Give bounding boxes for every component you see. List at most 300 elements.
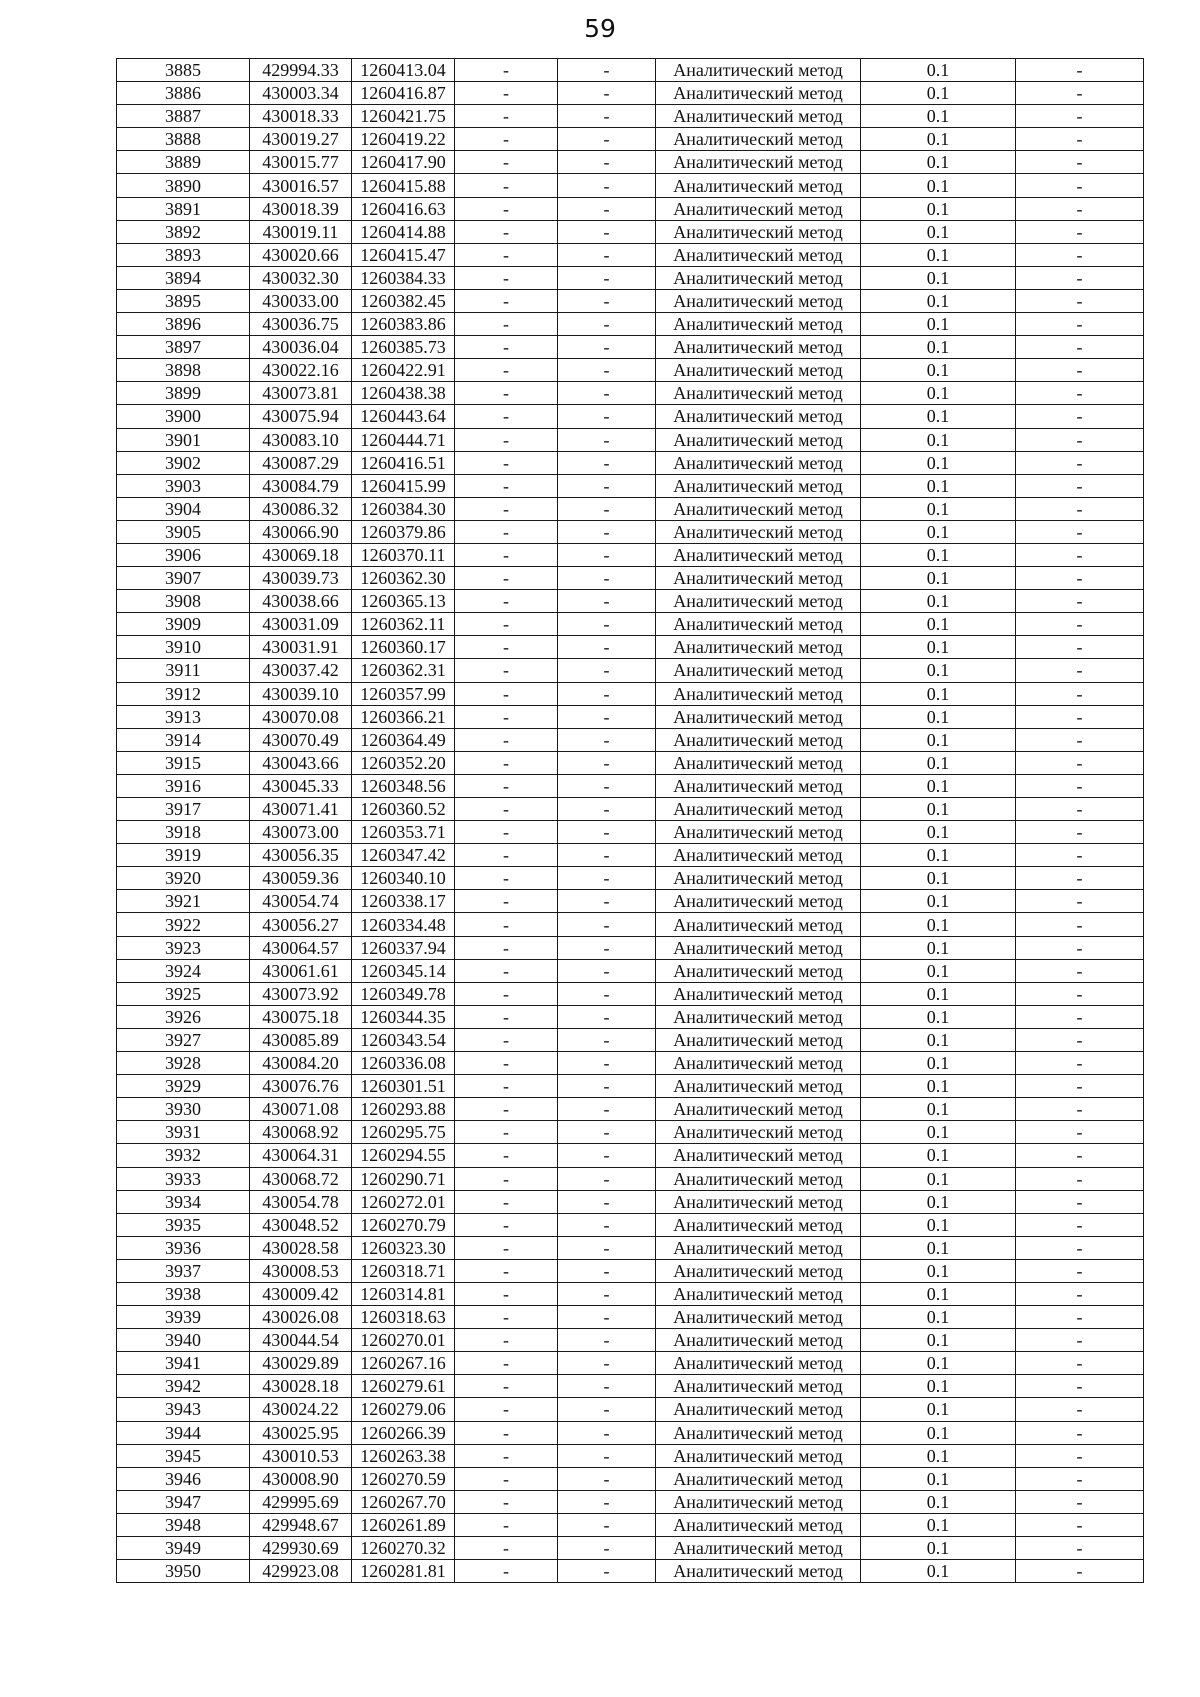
method-cell: Аналитический метод [656,798,861,821]
empty-cell-2: - [558,289,656,312]
empty-cell-2: - [558,243,656,266]
method-cell: Аналитический метод [656,1375,861,1398]
point-number-cell: 3933 [117,1167,250,1190]
empty-cell-3: - [1016,982,1144,1005]
x-coordinate-cell: 430016.57 [250,174,352,197]
empty-cell-3: - [1016,1513,1144,1536]
point-number-cell: 3945 [117,1444,250,1467]
y-coordinate-cell: 1260290.71 [352,1167,455,1190]
accuracy-cell: 0.1 [861,590,1016,613]
empty-cell-1: - [455,913,558,936]
x-coordinate-cell: 430084.20 [250,1052,352,1075]
table-body [117,59,1144,1583]
empty-cell-1: - [455,1421,558,1444]
method-cell: Аналитический метод [656,336,861,359]
x-coordinate-cell: 430056.35 [250,844,352,867]
point-number-cell: 3947 [117,1490,250,1513]
empty-cell-1: - [455,474,558,497]
table-row [117,567,1144,590]
empty-cell-2: - [558,266,656,289]
empty-cell-3: - [1016,451,1144,474]
method-cell: Аналитический метод [656,913,861,936]
method-cell: Аналитический метод [656,1005,861,1028]
empty-cell-1: - [455,682,558,705]
x-coordinate-cell: 430008.90 [250,1467,352,1490]
empty-cell-1: - [455,1259,558,1282]
y-coordinate-cell: 1260352.20 [352,751,455,774]
empty-cell-2: - [558,682,656,705]
y-coordinate-cell: 1260362.30 [352,567,455,590]
empty-cell-3: - [1016,821,1144,844]
method-cell: Аналитический метод [656,1144,861,1167]
table-row [117,243,1144,266]
point-number-cell: 3904 [117,497,250,520]
point-number-cell: 3916 [117,774,250,797]
table-row [117,59,1144,82]
point-number-cell: 3920 [117,867,250,890]
point-number-cell: 3935 [117,1213,250,1236]
empty-cell-2: - [558,1236,656,1259]
table-row [117,844,1144,867]
table-row [117,128,1144,151]
empty-cell-1: - [455,405,558,428]
method-cell: Аналитический метод [656,1213,861,1236]
y-coordinate-cell: 1260415.47 [352,243,455,266]
method-cell: Аналитический метод [656,636,861,659]
empty-cell-2: - [558,313,656,336]
empty-cell-3: - [1016,1190,1144,1213]
table-row [117,1513,1144,1536]
x-coordinate-cell: 430048.52 [250,1213,352,1236]
method-cell: Аналитический метод [656,1190,861,1213]
x-coordinate-cell: 430054.74 [250,890,352,913]
table-row [117,590,1144,613]
accuracy-cell: 0.1 [861,844,1016,867]
empty-cell-2: - [558,1028,656,1051]
empty-cell-2: - [558,1329,656,1352]
empty-cell-2: - [558,867,656,890]
x-coordinate-cell: 430033.00 [250,289,352,312]
method-cell: Аналитический метод [656,1560,861,1583]
empty-cell-2: - [558,359,656,382]
y-coordinate-cell: 1260349.78 [352,982,455,1005]
empty-cell-2: - [558,1560,656,1583]
accuracy-cell: 0.1 [861,1444,1016,1467]
point-number-cell: 3900 [117,405,250,428]
empty-cell-2: - [558,1467,656,1490]
x-coordinate-cell: 430054.78 [250,1190,352,1213]
y-coordinate-cell: 1260338.17 [352,890,455,913]
accuracy-cell: 0.1 [861,1282,1016,1305]
y-coordinate-cell: 1260384.33 [352,266,455,289]
accuracy-cell: 0.1 [861,174,1016,197]
y-coordinate-cell: 1260323.30 [352,1236,455,1259]
empty-cell-1: - [455,520,558,543]
empty-cell-3: - [1016,705,1144,728]
empty-cell-3: - [1016,1213,1144,1236]
table-row [117,289,1144,312]
x-coordinate-cell: 430084.79 [250,474,352,497]
empty-cell-3: - [1016,913,1144,936]
x-coordinate-cell: 430038.66 [250,590,352,613]
method-cell: Аналитический метод [656,174,861,197]
empty-cell-1: - [455,1490,558,1513]
table-row [117,1306,1144,1329]
empty-cell-2: - [558,1098,656,1121]
empty-cell-1: - [455,451,558,474]
empty-cell-2: - [558,128,656,151]
y-coordinate-cell: 1260294.55 [352,1144,455,1167]
table-row [117,497,1144,520]
empty-cell-2: - [558,1282,656,1305]
empty-cell-2: - [558,1306,656,1329]
y-coordinate-cell: 1260370.11 [352,543,455,566]
y-coordinate-cell: 1260314.81 [352,1282,455,1305]
accuracy-cell: 0.1 [861,451,1016,474]
x-coordinate-cell: 429995.69 [250,1490,352,1513]
x-coordinate-cell: 430083.10 [250,428,352,451]
y-coordinate-cell: 1260357.99 [352,682,455,705]
empty-cell-3: - [1016,59,1144,82]
x-coordinate-cell: 430003.34 [250,82,352,105]
point-number-cell: 3915 [117,751,250,774]
method-cell: Аналитический метод [656,1259,861,1282]
method-cell: Аналитический метод [656,59,861,82]
table-row [117,1560,1144,1583]
empty-cell-2: - [558,1421,656,1444]
y-coordinate-cell: 1260443.64 [352,405,455,428]
x-coordinate-cell: 429923.08 [250,1560,352,1583]
empty-cell-1: - [455,1352,558,1375]
table-row [117,636,1144,659]
accuracy-cell: 0.1 [861,728,1016,751]
point-number-cell: 3902 [117,451,250,474]
x-coordinate-cell: 430019.27 [250,128,352,151]
empty-cell-2: - [558,451,656,474]
method-cell: Аналитический метод [656,1444,861,1467]
method-cell: Аналитический метод [656,220,861,243]
accuracy-cell: 0.1 [861,1075,1016,1098]
point-number-cell: 3914 [117,728,250,751]
empty-cell-2: - [558,1444,656,1467]
x-coordinate-cell: 430068.72 [250,1167,352,1190]
empty-cell-3: - [1016,890,1144,913]
y-coordinate-cell: 1260295.75 [352,1121,455,1144]
table-row [117,1005,1144,1028]
empty-cell-3: - [1016,1375,1144,1398]
method-cell: Аналитический метод [656,1467,861,1490]
method-cell: Аналитический метод [656,197,861,220]
accuracy-cell: 0.1 [861,1213,1016,1236]
empty-cell-3: - [1016,336,1144,359]
empty-cell-1: - [455,105,558,128]
y-coordinate-cell: 1260362.31 [352,659,455,682]
accuracy-cell: 0.1 [861,567,1016,590]
x-coordinate-cell: 430087.29 [250,451,352,474]
empty-cell-2: - [558,959,656,982]
empty-cell-1: - [455,497,558,520]
y-coordinate-cell: 1260263.38 [352,1444,455,1467]
empty-cell-1: - [455,890,558,913]
empty-cell-3: - [1016,543,1144,566]
accuracy-cell: 0.1 [861,913,1016,936]
method-cell: Аналитический метод [656,844,861,867]
table-row [117,313,1144,336]
y-coordinate-cell: 1260261.89 [352,1513,455,1536]
x-coordinate-cell: 430039.10 [250,682,352,705]
method-cell: Аналитический метод [656,1075,861,1098]
accuracy-cell: 0.1 [861,474,1016,497]
empty-cell-2: - [558,220,656,243]
accuracy-cell: 0.1 [861,428,1016,451]
table-row [117,151,1144,174]
point-number-cell: 3901 [117,428,250,451]
empty-cell-3: - [1016,243,1144,266]
table-row [117,1537,1144,1560]
y-coordinate-cell: 1260340.10 [352,867,455,890]
empty-cell-3: - [1016,1121,1144,1144]
x-coordinate-cell: 430075.18 [250,1005,352,1028]
accuracy-cell: 0.1 [861,59,1016,82]
point-number-cell: 3946 [117,1467,250,1490]
empty-cell-1: - [455,174,558,197]
point-number-cell: 3919 [117,844,250,867]
method-cell: Аналитический метод [656,1236,861,1259]
y-coordinate-cell: 1260279.61 [352,1375,455,1398]
y-coordinate-cell: 1260279.06 [352,1398,455,1421]
empty-cell-3: - [1016,1398,1144,1421]
point-number-cell: 3929 [117,1075,250,1098]
table-row [117,1098,1144,1121]
method-cell: Аналитический метод [656,243,861,266]
point-number-cell: 3885 [117,59,250,82]
method-cell: Аналитический метод [656,867,861,890]
y-coordinate-cell: 1260366.21 [352,705,455,728]
point-number-cell: 3948 [117,1513,250,1536]
empty-cell-2: - [558,1005,656,1028]
x-coordinate-cell: 430020.66 [250,243,352,266]
table-row [117,798,1144,821]
accuracy-cell: 0.1 [861,1190,1016,1213]
table-row [117,1444,1144,1467]
accuracy-cell: 0.1 [861,821,1016,844]
table-row [117,1259,1144,1282]
empty-cell-3: - [1016,82,1144,105]
y-coordinate-cell: 1260318.63 [352,1306,455,1329]
point-number-cell: 3950 [117,1560,250,1583]
table-row [117,613,1144,636]
empty-cell-1: - [455,197,558,220]
table-row [117,1028,1144,1051]
table-row [117,821,1144,844]
empty-cell-1: - [455,751,558,774]
empty-cell-1: - [455,1375,558,1398]
empty-cell-1: - [455,1167,558,1190]
accuracy-cell: 0.1 [861,751,1016,774]
method-cell: Аналитический метод [656,821,861,844]
empty-cell-3: - [1016,197,1144,220]
method-cell: Аналитический метод [656,1282,861,1305]
method-cell: Аналитический метод [656,543,861,566]
empty-cell-2: - [558,1375,656,1398]
accuracy-cell: 0.1 [861,266,1016,289]
y-coordinate-cell: 1260417.90 [352,151,455,174]
empty-cell-2: - [558,590,656,613]
page-number: 59 [584,14,616,43]
y-coordinate-cell: 1260379.86 [352,520,455,543]
empty-cell-1: - [455,613,558,636]
empty-cell-1: - [455,382,558,405]
point-number-cell: 3934 [117,1190,250,1213]
y-coordinate-cell: 1260267.70 [352,1490,455,1513]
accuracy-cell: 0.1 [861,1259,1016,1282]
empty-cell-3: - [1016,1075,1144,1098]
method-cell: Аналитический метод [656,1306,861,1329]
point-number-cell: 3925 [117,982,250,1005]
empty-cell-3: - [1016,774,1144,797]
method-cell: Аналитический метод [656,1028,861,1051]
table-row [117,1398,1144,1421]
empty-cell-1: - [455,1444,558,1467]
point-number-cell: 3906 [117,543,250,566]
accuracy-cell: 0.1 [861,636,1016,659]
empty-cell-1: - [455,313,558,336]
table-row [117,682,1144,705]
point-number-cell: 3922 [117,913,250,936]
y-coordinate-cell: 1260334.48 [352,913,455,936]
point-number-cell: 3930 [117,1098,250,1121]
x-coordinate-cell: 430064.57 [250,936,352,959]
x-coordinate-cell: 430028.18 [250,1375,352,1398]
empty-cell-3: - [1016,382,1144,405]
empty-cell-2: - [558,1490,656,1513]
point-number-cell: 3897 [117,336,250,359]
table-row [117,751,1144,774]
x-coordinate-cell: 430071.41 [250,798,352,821]
point-number-cell: 3892 [117,220,250,243]
empty-cell-3: - [1016,1282,1144,1305]
empty-cell-1: - [455,289,558,312]
point-number-cell: 3923 [117,936,250,959]
empty-cell-1: - [455,1560,558,1583]
empty-cell-3: - [1016,359,1144,382]
method-cell: Аналитический метод [656,1421,861,1444]
x-coordinate-cell: 430068.92 [250,1121,352,1144]
empty-cell-2: - [558,1352,656,1375]
accuracy-cell: 0.1 [861,220,1016,243]
y-coordinate-cell: 1260301.51 [352,1075,455,1098]
y-coordinate-cell: 1260416.51 [352,451,455,474]
x-coordinate-cell: 430086.32 [250,497,352,520]
method-cell: Аналитический метод [656,382,861,405]
accuracy-cell: 0.1 [861,543,1016,566]
empty-cell-3: - [1016,1144,1144,1167]
empty-cell-1: - [455,705,558,728]
y-coordinate-cell: 1260337.94 [352,936,455,959]
empty-cell-1: - [455,1398,558,1421]
table-row [117,959,1144,982]
empty-cell-1: - [455,336,558,359]
accuracy-cell: 0.1 [861,128,1016,151]
method-cell: Аналитический метод [656,728,861,751]
empty-cell-1: - [455,728,558,751]
x-coordinate-cell: 430037.42 [250,659,352,682]
x-coordinate-cell: 430070.08 [250,705,352,728]
empty-cell-3: - [1016,1052,1144,1075]
y-coordinate-cell: 1260422.91 [352,359,455,382]
point-number-cell: 3896 [117,313,250,336]
y-coordinate-cell: 1260353.71 [352,821,455,844]
x-coordinate-cell: 430009.42 [250,1282,352,1305]
accuracy-cell: 0.1 [861,1005,1016,1028]
y-coordinate-cell: 1260270.79 [352,1213,455,1236]
point-number-cell: 3927 [117,1028,250,1051]
accuracy-cell: 0.1 [861,798,1016,821]
empty-cell-3: - [1016,751,1144,774]
y-coordinate-cell: 1260365.13 [352,590,455,613]
point-number-cell: 3937 [117,1259,250,1282]
empty-cell-3: - [1016,959,1144,982]
point-number-cell: 3888 [117,128,250,151]
empty-cell-3: - [1016,1167,1144,1190]
x-coordinate-cell: 430043.66 [250,751,352,774]
accuracy-cell: 0.1 [861,382,1016,405]
x-coordinate-cell: 430024.22 [250,1398,352,1421]
y-coordinate-cell: 1260270.32 [352,1537,455,1560]
y-coordinate-cell: 1260416.87 [352,82,455,105]
x-coordinate-cell: 430059.36 [250,867,352,890]
point-number-cell: 3891 [117,197,250,220]
y-coordinate-cell: 1260444.71 [352,428,455,451]
method-cell: Аналитический метод [656,359,861,382]
point-number-cell: 3938 [117,1282,250,1305]
empty-cell-1: - [455,1329,558,1352]
empty-cell-1: - [455,359,558,382]
empty-cell-3: - [1016,313,1144,336]
empty-cell-2: - [558,982,656,1005]
y-coordinate-cell: 1260348.56 [352,774,455,797]
x-coordinate-cell: 430018.33 [250,105,352,128]
x-coordinate-cell: 430066.90 [250,520,352,543]
accuracy-cell: 0.1 [861,1490,1016,1513]
table-row [117,913,1144,936]
x-coordinate-cell: 430085.89 [250,1028,352,1051]
method-cell: Аналитический метод [656,128,861,151]
method-cell: Аналитический метод [656,428,861,451]
empty-cell-1: - [455,1190,558,1213]
point-number-cell: 3949 [117,1537,250,1560]
accuracy-cell: 0.1 [861,151,1016,174]
x-coordinate-cell: 430015.77 [250,151,352,174]
empty-cell-3: - [1016,1259,1144,1282]
empty-cell-1: - [455,82,558,105]
empty-cell-2: - [558,428,656,451]
accuracy-cell: 0.1 [861,336,1016,359]
empty-cell-1: - [455,151,558,174]
x-coordinate-cell: 430061.61 [250,959,352,982]
method-cell: Аналитический метод [656,613,861,636]
empty-cell-2: - [558,405,656,428]
point-number-cell: 3905 [117,520,250,543]
empty-cell-3: - [1016,128,1144,151]
empty-cell-3: - [1016,1490,1144,1513]
empty-cell-1: - [455,1537,558,1560]
y-coordinate-cell: 1260345.14 [352,959,455,982]
empty-cell-2: - [558,821,656,844]
point-number-cell: 3913 [117,705,250,728]
empty-cell-2: - [558,1167,656,1190]
point-number-cell: 3912 [117,682,250,705]
